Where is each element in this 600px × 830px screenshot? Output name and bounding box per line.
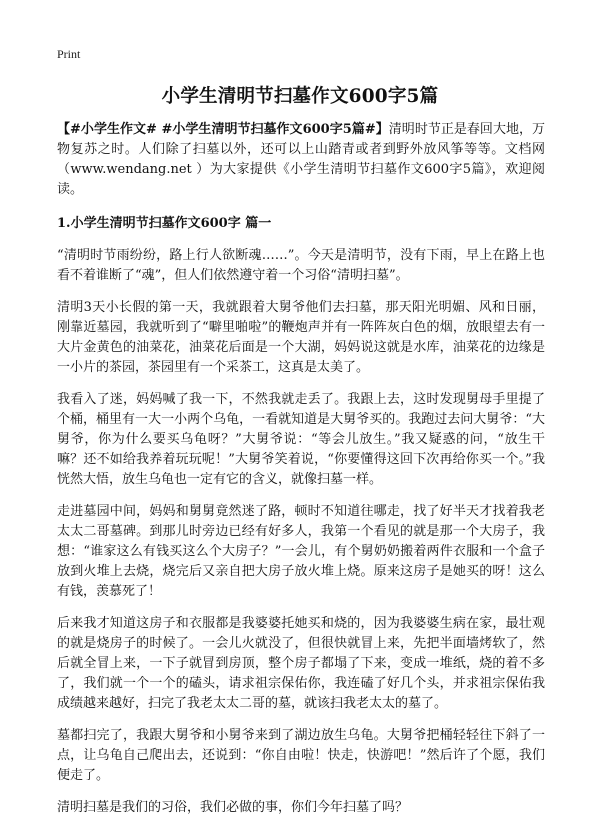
page-title: 小学生清明节扫墓作文600字5篇 (161, 86, 439, 107)
paragraph: 清明扫墓是我们的习俗，我们必做的事，你们今年扫墓了吗？ (57, 800, 409, 815)
intro-tagline: 【#小学生作文# #小学生清明节扫墓作文600字5篇#】 (57, 122, 389, 137)
intro-paragraph (57, 120, 545, 200)
paragraph: 后来我才知道这房子和衣服都是我婆婆托她买和烧的，因为我婆婆生病在家，最壮观的就是烧房子的时候了。一会儿火就没了，但很快就冒上来，先把半面墙烤软了，然后就全冒上来，一下子就冒到房顶，整个房子都塌了下来，变成一堆纸，烧的着不多了，我们就一个一个的磕头，请求祖宗保佑你，我连磕了好几个头，并求祖宗保佑我成绩越来越好，扫完了我老太太二哥的墓，就该扫我老太太的墓了。 (57, 616, 545, 711)
print-label: Print (57, 47, 81, 61)
paragraph: “清明时节雨纷纷，路上行人欲断魂……”。今天是清明节，没有下雨，早上在路上也看不着谁断了“魂”，但人们依然遵守着一个习俗“清明扫墓”。 (57, 248, 545, 283)
intro-text: 清明时节正是春回大地，万物复苏之时。人们除了扫墓以外，还可以上山踏青或者到野外放风筝等等。文档网（www.wendang.net ）为大家提供《小学生清明节扫墓作文600字5篇》，欢迎阅读。 (57, 122, 545, 197)
section-heading: 1.小学生清明节扫墓作文600字 篇一 (57, 216, 272, 231)
paragraph: 墓都扫完了，我跟大舅爷和小舅爷来到了湖边放生乌龟。大舅爷把桶轻轻往下斜了一点，让乌龟自己爬出去，还说到：“你自由啦！快走，快游吧！”然后许了个愿，我们便走了。 (57, 728, 545, 783)
paragraph: 我看入了迷，妈妈喊了我一下，不然我就走丢了。我跟上去，这时发现舅母手里提了个桶，桶里有一大一小两个乌龟，一看就知道是大舅爷买的。我跑过去问大舅爷：“大舅爷，你为什么要买乌龟呀？”大舅爷说：“等会儿放生。”我又疑惑的问，“放生干嘛？还不如给我养着玩玩呢！”大舅爷笑着说，“你要懂得这回下次再给你买一个。”我恍然大悟，放生乌龟也一定有它的含义，就像扫墓一样。 (57, 392, 545, 487)
article-body (57, 120, 545, 830)
paragraph: 走进墓园中间，妈妈和舅舅竟然迷了路，顿时不知道往哪走，找了好半天才找着我老太太二哥墓碑。到那儿时旁边已经有好多人，我第一个看见的就是那一个大房子，我想：“谁家这么有钱买这么个大房子？”一会儿，有个舅奶奶搬着两件衣服和一个盒子放到火堆上去烧，烧完后又亲自把大房子放火堆上烧。原来这房子是她买的呀！这么有钱，羡慕死了！ (57, 504, 545, 599)
paragraph: 清明3天小长假的第一天，我就跟着大舅爷他们去扫墓，那天阳光明媚、风和日丽，刚靠近墓园，我就听到了“噼里啪啦”的鞭炮声并有一阵阵灰白色的烟，放眼望去有一大片金黄色的油菜花，油菜花后面是一个大湖，妈妈说这就是水库，油菜花的边缘是一小片的茶园，茶园里有一个采茶工，这真是太美了。 (57, 300, 545, 375)
